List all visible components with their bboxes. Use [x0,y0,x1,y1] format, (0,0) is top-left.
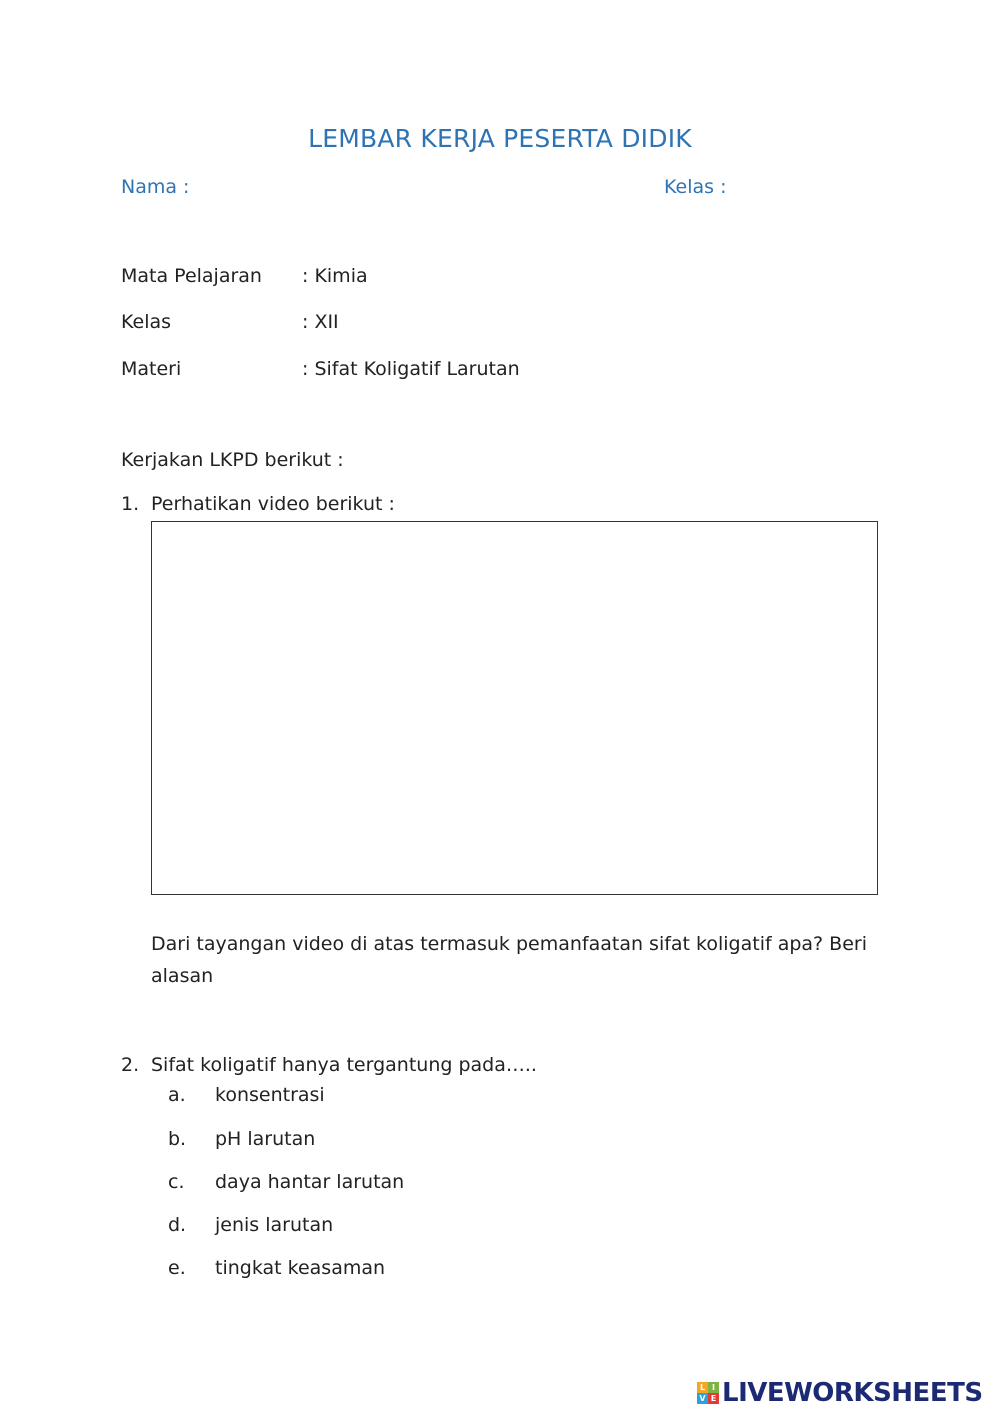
topic-value: : Sifat Koligatif Larutan [302,358,520,380]
option-e-letter: e. [168,1257,186,1279]
liveworksheets-logo[interactable] [697,1378,983,1408]
option-a-letter: a. [168,1084,186,1106]
name-field-label: Nama : [121,176,190,198]
badge-letter-v: V [697,1393,708,1404]
badge-letter-i: I [708,1382,719,1393]
grade-label: Kelas [121,311,172,333]
badge-letter-l: L [697,1382,708,1393]
instruction-text: Kerjakan LKPD berikut : [121,449,344,471]
option-e-text[interactable]: tingkat keasaman [215,1257,386,1279]
question-1-text: Perhatikan video berikut : [151,493,395,515]
option-a-text[interactable]: konsentrasi [215,1084,325,1106]
subject-label: Mata Pelajaran [121,265,262,287]
option-d-text[interactable]: jenis larutan [215,1214,334,1236]
option-b-letter: b. [168,1128,187,1150]
question-1-number: 1. [121,493,140,515]
video-embed-box[interactable] [151,521,878,895]
liveworksheets-badge-icon [697,1382,719,1404]
question-2-number: 2. [121,1054,140,1076]
option-d-letter: d. [168,1214,187,1236]
topic-label: Materi [121,358,182,380]
subject-value: : Kimia [302,265,368,287]
option-b-text[interactable]: pH larutan [215,1128,316,1150]
liveworksheets-brand-text: LIVEWORKSHEETS [722,1378,983,1408]
option-c-text[interactable]: daya hantar larutan [215,1171,405,1193]
option-c-letter: c. [168,1171,185,1193]
page-title: LEMBAR KERJA PESERTA DIDIK [308,124,692,153]
question-1-prompt: Dari tayangan video di atas termasuk pemanfaatan sifat koligatif apa? Beri alasan [151,933,867,987]
grade-value: : XII [302,311,339,333]
question-2-text: Sifat koligatif hanya tergantung pada….. [151,1054,537,1076]
badge-letter-e: E [708,1393,719,1404]
class-field-label: Kelas : [664,176,727,198]
